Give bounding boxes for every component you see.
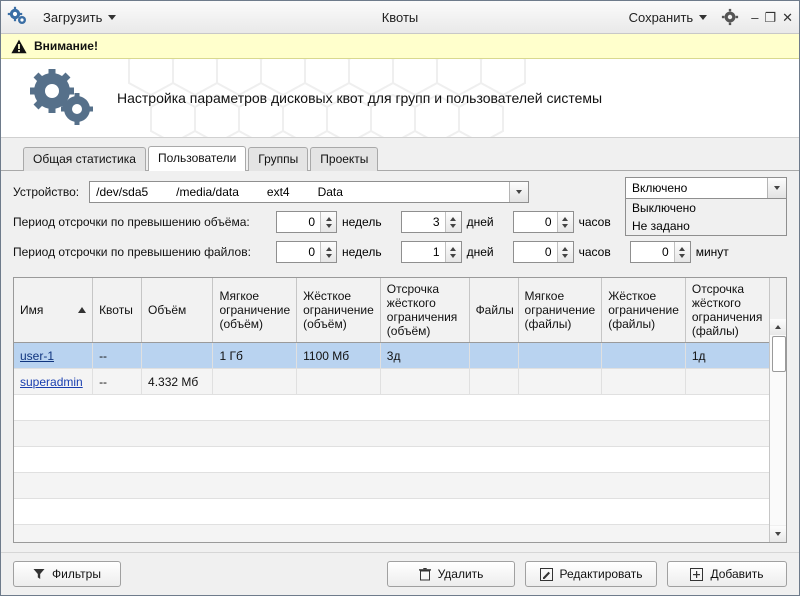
device-label-name: Data <box>317 185 343 199</box>
cell-grace-volume: 3д <box>380 343 469 369</box>
grace-files-weeks-input[interactable] <box>277 242 320 262</box>
cell-hard-files <box>602 369 686 395</box>
cell-soft-files <box>518 369 602 395</box>
grace-files-weeks-buttons[interactable] <box>320 242 336 262</box>
filters-button[interactable] <box>13 561 121 587</box>
scroll-down-arrow-icon[interactable] <box>770 526 786 542</box>
grace-volume-label: Период отсрочки по превышению объёма: <box>13 215 250 229</box>
cell-soft-files <box>518 343 602 369</box>
column-header-volume[interactable]: Объём <box>142 278 213 343</box>
grace-files-row <box>13 239 787 265</box>
quota-state-select[interactable] <box>625 177 787 199</box>
quota-state-option-unset[interactable]: Не задано <box>632 219 690 233</box>
edit-label: Редактировать <box>559 567 643 581</box>
settings-gear-icon[interactable] <box>721 8 739 26</box>
cell-hard-volume: 1100 Мб <box>297 343 381 369</box>
column-header-soft-files[interactable]: Мягкое ограничение (файлы) <box>518 278 602 343</box>
grace-files-weeks-unit: недель <box>342 245 382 259</box>
load-menu-label: Загрузить <box>43 9 103 25</box>
column-header-files[interactable]: Файлы <box>469 278 518 343</box>
column-header-grace-files[interactable]: Отсрочка жёсткого ограничения (файлы) <box>685 278 787 343</box>
user-link[interactable]: user-1 <box>20 348 55 363</box>
grace-files-minutes-buttons[interactable] <box>674 242 690 262</box>
banner-gears-icon <box>25 67 97 129</box>
column-header-hard-volume[interactable]: Жёсткое ограничение (объём) <box>297 278 381 343</box>
grace-volume-weeks-input[interactable] <box>277 212 320 232</box>
trash-icon <box>419 568 431 581</box>
warning-text: Внимание! <box>34 39 98 53</box>
user-link[interactable]: superadmin <box>20 374 83 389</box>
device-fstype: ext4 <box>266 185 290 199</box>
grace-volume-days-input[interactable] <box>402 212 445 232</box>
users-table <box>13 277 787 543</box>
grace-files-minutes-stepper[interactable] <box>630 241 691 263</box>
grace-volume-weeks-stepper[interactable] <box>276 211 337 233</box>
cell-volume: 4.332 Мб <box>142 369 213 395</box>
grace-files-weeks-stepper[interactable] <box>276 241 337 263</box>
grace-volume-days-unit: дней <box>466 215 494 229</box>
cell-volume <box>142 343 213 369</box>
table-row-empty <box>14 525 787 544</box>
grace-volume-hours-buttons[interactable] <box>557 212 573 232</box>
cell-grace-files: 1д <box>685 343 787 369</box>
quota-state-options[interactable] <box>625 199 787 236</box>
banner <box>1 59 799 138</box>
maximize-button[interactable]: ❐ <box>764 9 777 25</box>
quota-state-arrow-icon[interactable] <box>767 178 786 198</box>
add-label: Добавить <box>710 567 764 581</box>
grace-files-hours-stepper[interactable] <box>513 241 574 263</box>
grace-volume-hours-unit: часов <box>578 215 611 229</box>
grace-volume-hours-stepper[interactable] <box>513 211 574 233</box>
add-button[interactable] <box>667 561 787 587</box>
warning-bar <box>1 34 799 59</box>
cell-files <box>469 369 518 395</box>
device-label: Устройство: <box>13 185 80 199</box>
window-title: Квоты <box>381 9 419 25</box>
device-select-arrow-icon[interactable] <box>509 182 528 202</box>
device-mountpoint: /media/data <box>176 185 239 199</box>
pencil-edit-icon <box>540 568 553 581</box>
save-menu-label: Сохранить <box>628 9 694 25</box>
grace-files-days-input[interactable] <box>402 242 445 262</box>
device-select[interactable] <box>89 181 529 203</box>
grace-files-minutes-unit: минут <box>695 245 729 259</box>
delete-button[interactable] <box>387 561 515 587</box>
column-header-quotas[interactable]: Квоты <box>93 278 142 343</box>
filter-funnel-icon <box>33 568 45 580</box>
table-row-empty <box>14 499 787 525</box>
table-row-empty <box>14 473 787 499</box>
table-header-row <box>14 278 787 343</box>
quota-state-value: Включено <box>632 181 688 195</box>
cell-files <box>469 343 518 369</box>
table-row-empty <box>14 395 787 421</box>
grace-files-days-stepper[interactable] <box>401 241 462 263</box>
grace-volume-weeks-unit: недель <box>342 215 382 229</box>
grace-files-label: Период отсрочки по превышению файлов: <box>13 245 251 259</box>
tab-overall-statistics[interactable]: Общая статистика <box>23 147 146 171</box>
grace-volume-weeks-buttons[interactable] <box>320 212 336 232</box>
chevron-down-icon <box>699 15 707 20</box>
load-menu-button[interactable] <box>37 7 122 28</box>
app-gears-icon <box>7 6 29 28</box>
scrollbar-thumb[interactable] <box>772 336 786 372</box>
device-path: /dev/sda5 <box>96 185 149 199</box>
column-label-name: Имя <box>20 303 44 317</box>
grace-files-hours-unit: часов <box>578 245 611 259</box>
cell-soft-volume <box>213 369 297 395</box>
minimize-button[interactable]: ‒ <box>751 9 759 25</box>
grace-files-days-unit: дней <box>466 245 494 259</box>
cell-quotas: -- <box>93 343 142 369</box>
grace-volume-days-buttons[interactable] <box>445 212 461 232</box>
cell-soft-volume: 1 Гб <box>213 343 297 369</box>
table-row-empty <box>14 447 787 473</box>
column-header-soft-volume[interactable]: Мягкое ограничение (объём) <box>213 278 297 343</box>
bottom-toolbar <box>1 552 799 595</box>
column-header-grace-volume[interactable]: Отсрочка жёсткого ограничения (объём) <box>380 278 469 343</box>
quota-state-option-disabled[interactable]: Выключено <box>632 201 696 215</box>
tab-bar <box>1 138 799 171</box>
title-bar <box>1 1 799 34</box>
grace-files-days-buttons[interactable] <box>445 242 461 262</box>
plus-add-icon <box>690 568 703 581</box>
table-vertical-scrollbar[interactable] <box>769 278 786 542</box>
close-button[interactable]: ✕ <box>782 9 793 25</box>
column-header-name[interactable] <box>14 278 93 343</box>
cell-quotas: -- <box>93 369 142 395</box>
table-row[interactable] <box>14 369 787 395</box>
quota-state-dropdown[interactable] <box>625 177 787 236</box>
cell-name[interactable] <box>14 369 93 395</box>
cell-grace-volume <box>380 369 469 395</box>
table-row-empty <box>14 421 787 447</box>
grace-files-hours-buttons[interactable] <box>557 242 573 262</box>
scroll-up-arrow-icon[interactable] <box>770 319 786 335</box>
tab-projects[interactable]: Проекты <box>310 147 378 171</box>
column-header-hard-files[interactable]: Жёсткое ограничение (файлы) <box>602 278 686 343</box>
cell-hard-files <box>602 343 686 369</box>
edit-button[interactable] <box>525 561 657 587</box>
grace-files-minutes-input[interactable] <box>631 242 674 262</box>
save-menu-button[interactable] <box>623 7 714 28</box>
delete-label: Удалить <box>437 567 484 581</box>
cell-name[interactable] <box>14 343 93 369</box>
cell-hard-volume <box>297 369 381 395</box>
grace-volume-days-stepper[interactable] <box>401 211 462 233</box>
banner-text: Настройка параметров дисковых квот для групп и пользователей системы <box>117 90 603 106</box>
grace-volume-hours-input[interactable] <box>514 212 557 232</box>
warning-triangle-icon <box>11 39 27 54</box>
filters-label: Фильтры <box>52 567 101 581</box>
tab-users[interactable]: Пользователи <box>148 146 246 171</box>
sort-ascending-icon <box>78 307 86 313</box>
grace-files-hours-input[interactable] <box>514 242 557 262</box>
table-row[interactable] <box>14 343 787 369</box>
chevron-down-icon <box>108 15 116 20</box>
tab-groups[interactable]: Группы <box>248 147 308 171</box>
